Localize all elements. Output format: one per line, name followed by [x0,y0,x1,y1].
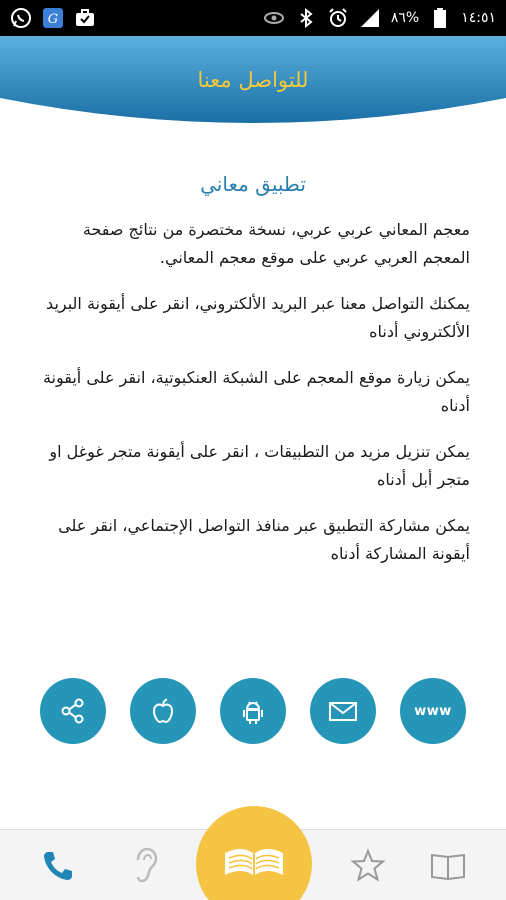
paragraph-description: معجم المعاني عربي عربي، نسخة مختصرة من نتائج صفحة المعجم العربي عربي على موقع معجم المعاني. [82,220,470,267]
google-play-button[interactable] [220,678,286,744]
star-icon [350,848,386,884]
status-time: ١٤:٥١ [461,10,496,26]
nav-favorites[interactable] [328,830,408,900]
eye-icon [263,7,285,29]
paragraph-share: يمكن مشاركة التطبيق عبر منافذ التواصل الإجتماعي، انقر على أيقونة المشاركة أدناه [58,516,470,563]
svg-text:G: G [47,12,59,27]
home-book-button[interactable] [196,806,312,900]
about-content [36,172,470,586]
app-g-icon [42,7,64,29]
share-button[interactable] [40,678,106,744]
status-bar [0,0,506,36]
header [0,36,506,136]
mail-icon [327,696,359,726]
contact-actions [40,678,466,746]
www-label: www [414,703,452,719]
paragraph-stores: يمكن تنزيل مزيد من التطبيقات ، انقر على أيقونة متجر غوغل او متجر أبل أدناه [49,442,470,489]
book-icon [219,839,289,889]
apple-icon [148,696,178,726]
website-button[interactable] [400,678,466,744]
phone-icon [40,848,76,884]
whatsapp-icon [10,7,32,29]
app-title: تطبيق معاني [200,172,306,196]
signal-icon [359,7,381,29]
nav-contact[interactable] [18,830,98,900]
email-button[interactable] [310,678,376,744]
android-icon [238,696,268,726]
briefcase-check-icon [74,7,96,29]
nav-help[interactable] [106,830,186,900]
share-icon [58,696,88,726]
hearing-icon [131,846,161,886]
open-book-icon [429,850,467,882]
alarm-icon [327,7,349,29]
nav-dictionary[interactable] [408,830,488,900]
paragraph-website: يمكن زيارة موقع المعجم على الشبكة العنكبوتية، انقر على أيقونة أدناه [42,368,470,415]
bluetooth-icon [295,7,317,29]
apple-store-button[interactable] [130,678,196,744]
battery-percent: ٨٦% [390,10,420,26]
status-left [10,7,96,29]
status-right [263,7,496,29]
battery-icon [429,7,451,29]
paragraph-email: يمكنك التواصل معنا عبر البريد الألكتروني، انقر على أيقونة البريد الألكتروني أدناه [46,294,470,341]
header-title: للتواصل معنا [197,68,309,92]
